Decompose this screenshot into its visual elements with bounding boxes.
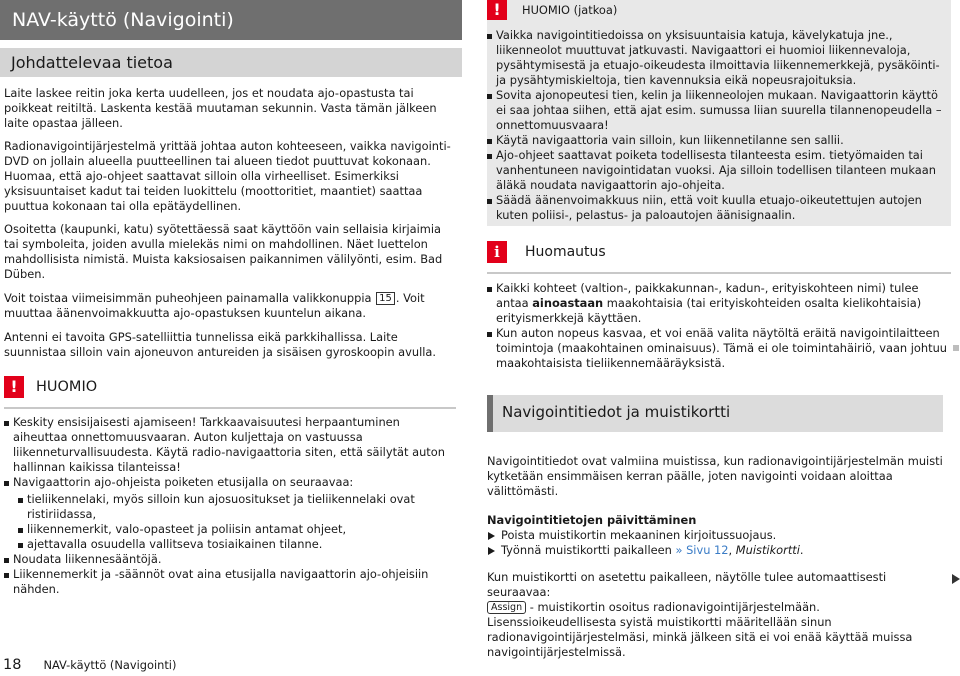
step-text: Työnnä muistikortti paikalleen [501,543,672,557]
warning-divider [4,407,456,409]
continue-arrow-icon [952,574,960,584]
warning-icon: ! [4,376,24,398]
update-subheading: Navigointitietojen päivittäminen [487,513,697,527]
right-column [487,0,951,660]
warning-list [0,415,462,490]
list-item: Keskity ensisijaisesti ajamiseen! Tarkkaavaisuutesi herpaantuminen aiheuttaa onnettomuusvaaran. Auton kuljettaja on vastuussa liikenneturvallisuudesta. Käytä radio-navigaattoria siten, että säilytät auton hallinnan kaikissa tilanteissa! [4,415,456,475]
paragraph-assign [487,570,951,660]
note-list [487,281,951,371]
warning-continued-title: HUOMIO (jatkoa) [522,3,618,17]
paragraph-repeat-voice [0,291,462,321]
running-title: NAV-käyttö (Navigointi) [43,658,177,672]
step-item: Poista muistikortin mekaaninen kirjoitussuojaus. [487,528,951,543]
list-item: tieliikennelaki, myös silloin kun ajosuositukset ja tieliikennelaki ovat ristiriidassa, [18,492,456,522]
paragraph-dvd-data: Radionavigointijärjestelmä yrittää johtaa auton kohteeseen, vaikka navigointi-DVD on jollain alueella puutteellinen tai alueen tiedot puuttuvat kokonaan. Huomaa, että ajo-ohjeet saattavat silloin olla virheelliset. Esimerkiksi yksisuuntaiset kadut tai teiden luokittelu (moottoritiet, maantiet) saattaa puuttua kokonaan tai olla epätäydellinen. [4,139,451,213]
note-text: Kaikki kohteet (valtion-, paikkakunnan-, kadun-, erityiskohteen nimi) tulee antaa [496,281,919,310]
repeat-voice-text-after: . Voit muuttaa äänenvoimakkuutta ajo-opastuksen kuuntelun aikana. [4,291,425,320]
list-item: Käytä navigaattoria vain silloin, kun liikennetilanne sen sallii. [487,133,951,148]
menu-knob-key-ref: 15 [376,292,395,305]
list-item: Säädä äänenvoimakkuus niin, että voit kuulla etuajo-oikeutettujen autojen kuten poliisi-, pelastus- ja paloautojen äänisignaalin. [487,193,951,223]
warning-continued-header [487,0,951,28]
warning-icon: ! [487,0,507,20]
step-italic: Muistikortti [735,543,800,557]
section-end-marker [953,345,959,351]
assign-text-after: - muistikortin osoitus radionavigointijärjestelmään. Lisenssioikeudellisesta syistä muistikortti määritellään sinun radionavigointijärjestelmäsi, minkä jälkeen sitä ei voi enää käyttää muissa navigointijärjestelmissä. [487,600,913,659]
page-footer [0,657,176,673]
warning-list-continued [0,552,462,597]
paragraph-gps-tunnel: Antenni ei tavoita GPS-satelliittia tunnelissa eikä parkkihallissa. Laite suunnistaa silloin vain ajoneuvon antureiden ja sisäisen gyroskoopin avulla. [4,330,437,359]
list-item: liikennemerkit, valo-opasteet ja poliisin antamat ohjeet, [18,522,456,537]
left-column [0,0,462,597]
paragraph-address-input: Osoitetta (kaupunki, katu) syötettäessä saat käyttöön vain sellaisia kirjaimia tai symboleita, joiden avulla mielekäs nimi on mahdollinen. Näet luettelon mahdollisista nimistä. Muista kaksiosaisen paikannimen välilyönti, esim. Bad Düben. [4,222,443,281]
page-reference-link[interactable]: » Sivu 12 [675,543,729,557]
list-item: ajettavalla osuudella vallitseva tosiaikainen tilanne. [18,537,456,552]
list-item: Noudata liikennesääntöjä. [4,552,456,567]
list-item: Sovita ajonopeutesi tien, kelin ja liikenneolojen mukaan. Navigaattorin käyttö ei saa johtaa siihen, että ajat esim. sumussa liian suurella tilannenopeudella – onnettomuusvaara! [487,88,951,133]
assign-text: Kun muistikortti on asetettu paikalleen, näytölle tulee automaattisesti seuraavaa: [487,570,887,599]
update-steps [487,528,951,558]
info-icon: i [487,241,507,263]
note-header [487,241,951,263]
note-text: maakohtaisia (tai erityiskohteiden osalta kielikohtaisia) erityismerkkejä käyttäen. [496,296,922,325]
note-divider [487,272,951,274]
list-item [487,281,951,326]
list-item: Ajo-ohjeet saattavat poiketa todellisesta tilanteesta esim. tietyömaiden tai vanhentuneen navigointidatan vuoksi. Aja silloin todellisen tilanteen mukaan äläkä noudata navigaattorin ajo-ohjeita. [487,148,951,193]
chapter-title: NAV-käyttö (Navigointi) [0,0,462,40]
warning-continued-list [487,28,951,223]
repeat-voice-text: Voit toistaa viimeisimmän puheohjeen painamalla valikkonuppia [4,291,372,305]
paragraph-maps-intro: Navigointitiedot ovat valmiina muistissa, kun radionavigointijärjestelmän muisti kytketään ensimmäisen kerran päälle, joten navigointi voidaan aloittaa välittömästi. [487,454,943,498]
section-heading: Navigointitiedot ja muistikortti [502,403,731,421]
section-title: Johdattelevaa tietoa [0,48,462,77]
paragraph-recalculation: Laite laskee reitin joka kerta uudelleen, jos et noudata ajo-opastusta tai poikkeat reitiltä. Laskenta kestää muutaman sekunnin. Vasta tämän jälkeen laite opastaa jälleen. [4,86,437,130]
assign-label: Assign [487,601,526,614]
list-item: Vaikka navigointitiedoissa on yksisuuntaisia katuja, kävelykatuja jne., liikenneolot muuttuvat jatkuvasti. Navigaattori ei huomioi liikennevaloja, pysähtymisestä ja etuajo-oikeudesta ilmoittavia liikennemerkkejä, pysäköinti- ja pysähtymiskieltoja, tien kavennuksia eikä nopeusrajoituksia. [487,28,951,88]
warning-title: HUOMIO [36,378,98,395]
page-number: 18 [3,657,22,673]
list-item: Navigaattorin ajo-ohjeista poiketen etusijalla on seuraavaa: [4,475,456,490]
list-item: Liikennemerkit ja -säännöt ovat aina etusijalla navigaattorin ajo-ohjeisiin nähden. [4,567,456,597]
step-item: Työnnä muistikortti paikalleen » Sivu 12, Muistikortti. [487,543,951,558]
section-heading-box [487,395,943,432]
note-emphasis: ainoastaan [532,296,604,310]
note-title: Huomautus [525,244,606,260]
warning-header [0,374,462,399]
list-item: Kun auton nopeus kasvaa, et voi enää valita näytöltä eräitä navigointilaitteen toimintoja (maakohtainen ominaisuus). Tämä ei ole toimintahäiriö, vaan johtuu maakohtaisista tieliikennemääräyksistä. [487,326,951,371]
warning-sublist [0,492,462,552]
warning-continued-box [487,0,951,226]
